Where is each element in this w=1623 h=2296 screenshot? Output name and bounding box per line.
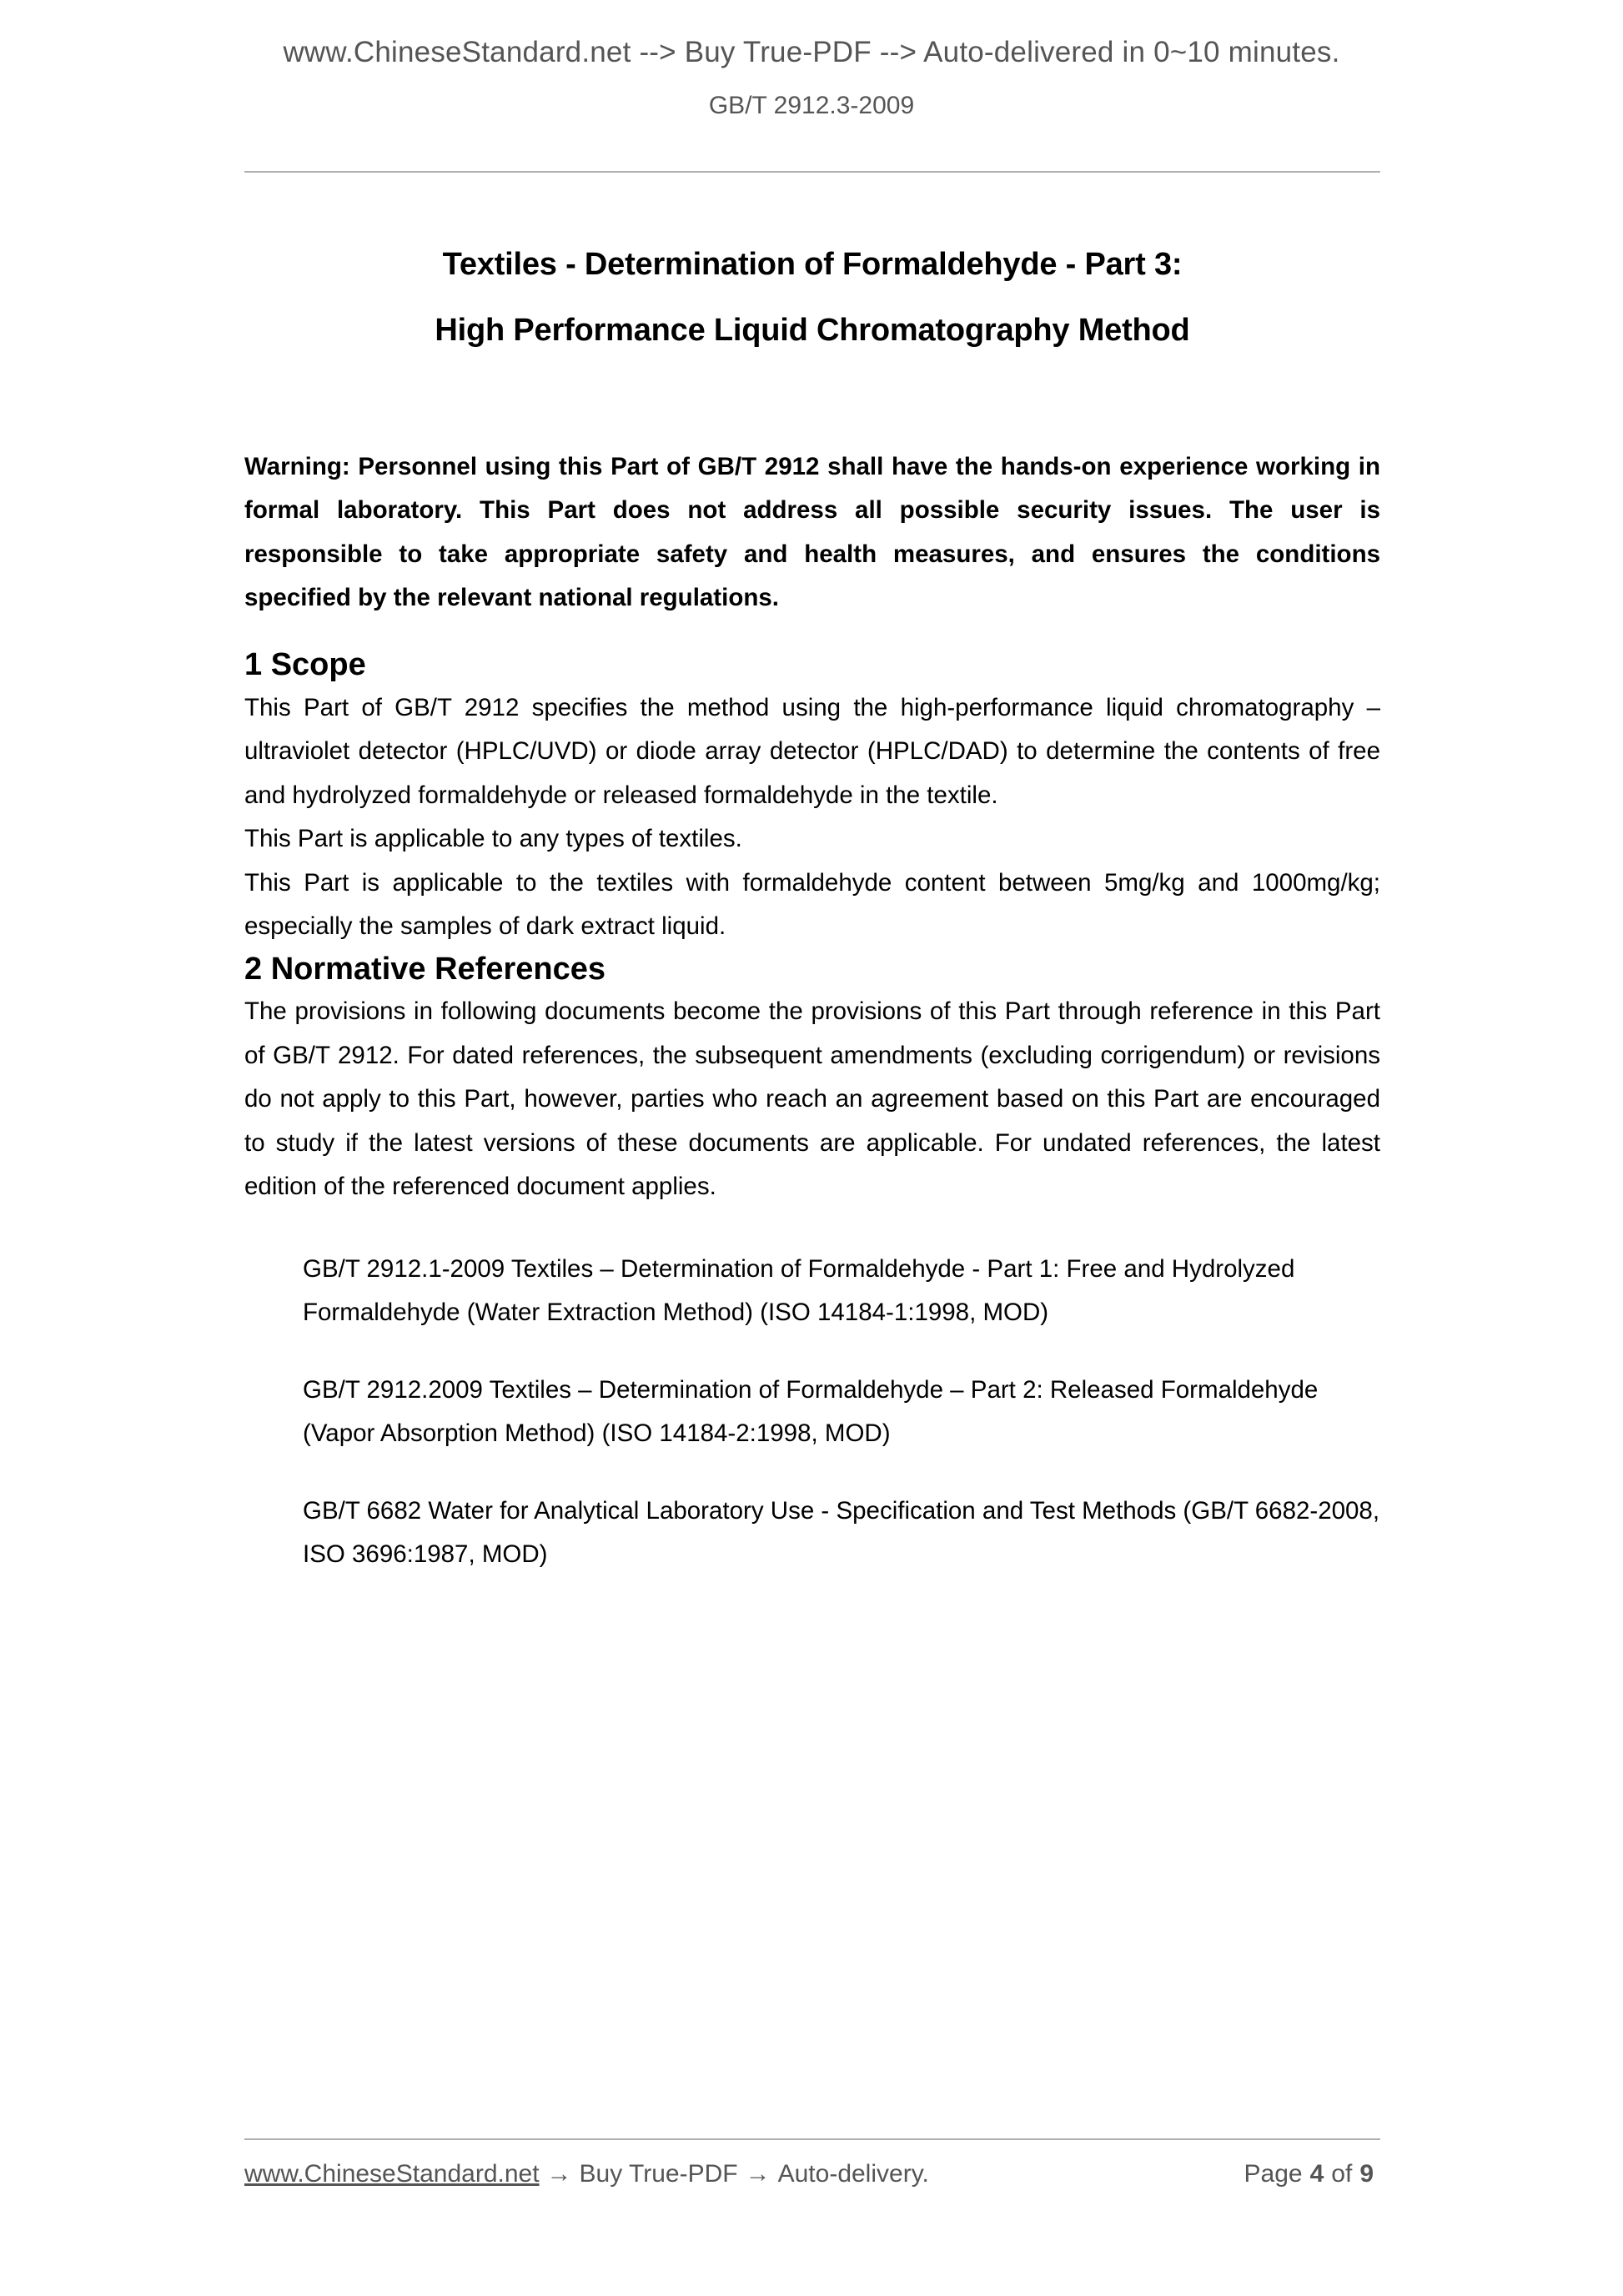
scope-paragraph-1: This Part of GB/T 2912 specifies the method using the high-performance liquid chromatography – ultraviolet detector (HPLC/UVD) or diode array detector (HPLC/DAD) to determine the contents of free and hydrolyzed formaldehyde or released formaldehyde in the textile.	[244, 693, 1380, 809]
section-heading-normative-references: 2 Normative References	[244, 951, 605, 987]
footer-delivery-text: Auto-delivery.	[777, 2160, 929, 2188]
of-label: of	[1331, 2160, 1353, 2188]
total-page-number: 9	[1359, 2160, 1374, 2188]
page-header	[0, 35, 1623, 121]
right-arrow-icon: →	[745, 2160, 771, 2188]
reference-item: GB/T 2912.1-2009 Textiles – Determination of Formaldehyde - Part 1: Free and Hydrolyzed Formaldehyde (Water Extraction Method) (ISO 14184-1:1998, MOD)	[303, 1254, 1295, 1327]
reference-item: GB/T 2912.2009 Textiles – Determination of Formaldehyde – Part 2: Released Formaldehyde (Vapor Absorption Method) (ISO 14184-2:1998, MOD)	[303, 1375, 1319, 1448]
title-line-1: Textiles - Determination of Formaldehyde - Part 3:	[442, 247, 1183, 282]
section-heading-scope: 1 Scope	[244, 647, 366, 683]
page-number-indicator	[1244, 2159, 1380, 2189]
right-arrow-icon: →	[546, 2160, 572, 2188]
header-promo-text: www.ChineseStandard.net --> Buy True-PDF --> Auto-delivered in 0~10 minutes.	[283, 36, 1340, 68]
footer-divider	[244, 2138, 1380, 2140]
scope-paragraph-2: This Part is applicable to any types of textiles.	[244, 825, 742, 853]
document-content	[244, 240, 1380, 1577]
warning-paragraph: Warning: Personnel using this Part of GB/T 2912 shall have the hands-on experience working in formal laboratory. This Part does not address all possible security issues. The user is responsible to take appropriate safety and health measures, and ensures the conditions specified by the relevant national regulations.	[244, 452, 1380, 612]
header-standard-number: GB/T 2912.3-2009	[708, 92, 915, 119]
title-line-2: High Performance Liquid Chromatography Method	[435, 312, 1190, 348]
footer-promo	[244, 2159, 929, 2189]
page-title	[244, 240, 1380, 355]
reference-item: GB/T 6682 Water for Analytical Laboratory Use - Specification and Test Methods (GB/T 6682-2008, ISO 3696:1987, MOD)	[303, 1496, 1380, 1569]
footer-buy-text: Buy True-PDF	[579, 2160, 738, 2188]
reference-list	[244, 1248, 1380, 1577]
current-page-number: 4	[1309, 2160, 1324, 2188]
header-divider	[244, 171, 1380, 173]
page-label: Page	[1244, 2160, 1303, 2188]
page-footer	[244, 2159, 1380, 2189]
normative-references-paragraph: The provisions in following documents become the provisions of this Part through reference in this Part of GB/T 2912. For dated references, the subsequent amendments (excluding corrigendum) or revisions do not apply to this Part, however, parties who reach an agreement based on this Part are encouraged to study if the latest versions of these documents are applicable. For undated references, the latest edition of the referenced document applies.	[244, 997, 1380, 1201]
scope-paragraph-3: This Part is applicable to the textiles with formaldehyde content between 5mg/kg and 1000mg/kg; especially the samples of dark extract liquid.	[244, 868, 1380, 941]
footer-website-link[interactable]: www.ChineseStandard.net	[244, 2160, 540, 2188]
